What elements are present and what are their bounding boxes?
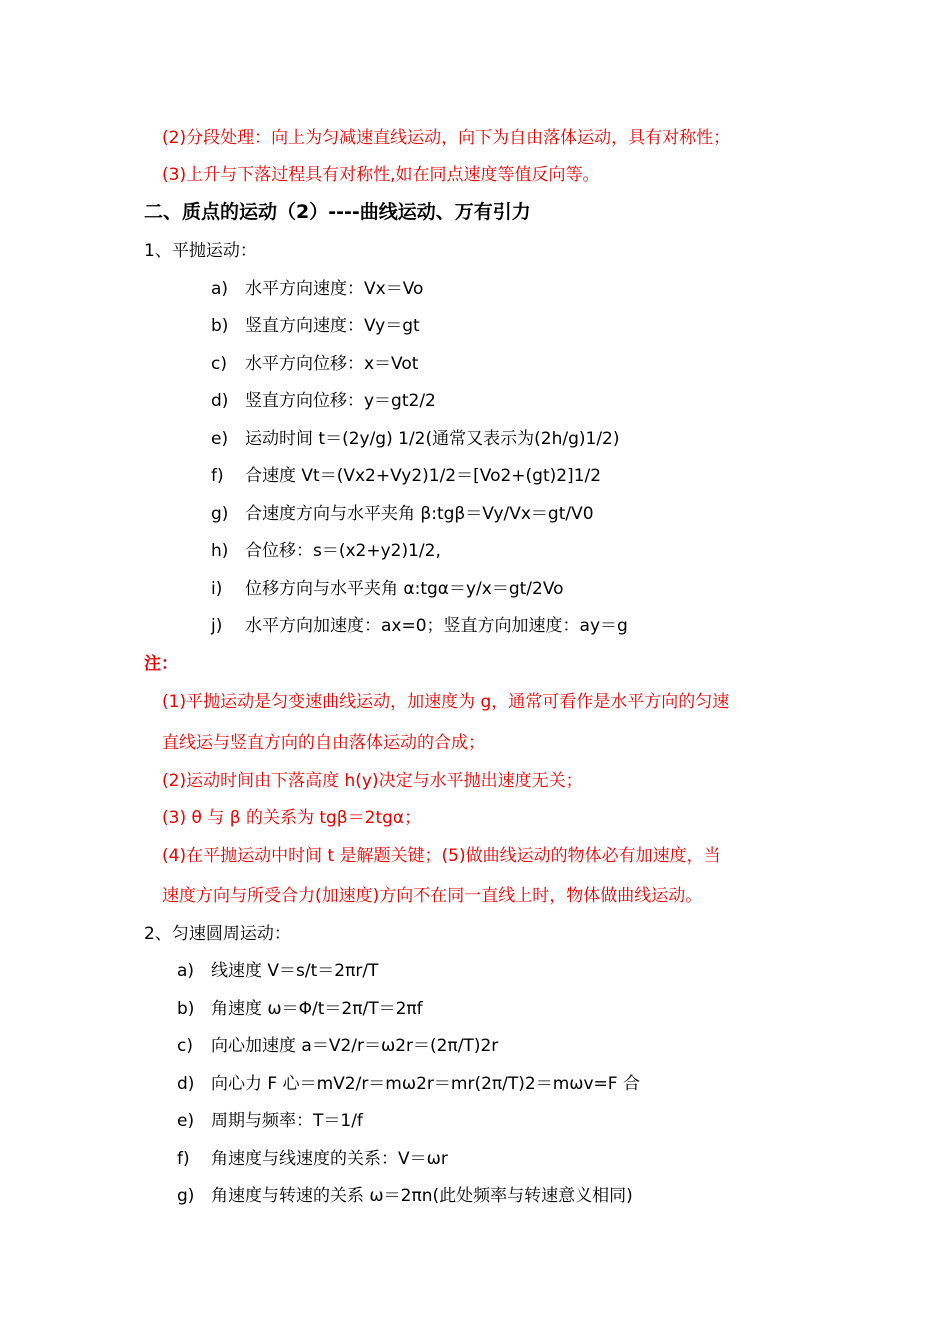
item-text: 位移方向与水平夹角 α:tgα＝y/x＝gt/2Vo	[245, 579, 564, 599]
list-item	[211, 465, 601, 487]
item-text: 角速度 ω＝Φ/t＝2π/T＝2πf	[211, 999, 423, 1019]
item-letter: g)	[211, 504, 229, 524]
item-letter: h)	[211, 541, 229, 561]
item-letter: g)	[177, 1186, 195, 1206]
item-text: 角速度与转速的关系 ω＝2πn(此处频率与转速意义相同)	[211, 1186, 633, 1206]
list-item	[177, 1185, 633, 1207]
list-item	[211, 578, 564, 600]
item-text: 运动时间 t＝(2y/g) 1/2(通常又表示为(2h/g)1/2)	[245, 429, 620, 449]
list-item	[211, 503, 594, 525]
item-letter: d)	[177, 1074, 195, 1094]
item-letter: j)	[211, 616, 223, 636]
part1-title: 1、平抛运动：	[144, 241, 257, 261]
note-line: (1)平抛运动是匀变速曲线运动，加速度为 g，通常可看作是水平方向的匀速	[162, 692, 730, 712]
item-letter: c)	[177, 1036, 193, 1056]
item-text: 周期与频率：T＝1/f	[211, 1111, 363, 1131]
item-letter: c)	[211, 354, 227, 374]
item-letter: b)	[211, 316, 229, 336]
list-item	[211, 428, 620, 450]
item-letter: f)	[177, 1149, 190, 1169]
list-item	[177, 1035, 498, 1057]
item-text: 竖直方向速度：Vy＝gt	[245, 316, 420, 336]
item-text: 合位移：s＝(x2+y2)1/2,	[245, 541, 441, 561]
item-text: 合速度 Vt＝(Vx2+Vy2)1/2＝[Vo2+(gt)2]1/2	[245, 466, 602, 486]
item-text: 竖直方向位移：y＝gt2/2	[245, 391, 436, 411]
item-letter: d)	[211, 391, 229, 411]
item-text: 线速度 V＝s/t＝2πr/T	[211, 961, 379, 981]
item-letter: a)	[211, 279, 229, 299]
item-letter: e)	[177, 1111, 195, 1131]
item-letter: i)	[211, 579, 223, 599]
item-letter: f)	[211, 466, 224, 486]
top-note-3: (3)上升与下落过程具有对称性,如在同点速度等值反向等。	[162, 165, 600, 185]
item-text: 合速度方向与水平夹角 β:tgβ＝Vy/Vx＝gt/V0	[245, 504, 594, 524]
list-item	[177, 960, 378, 982]
list-item	[177, 1073, 640, 1095]
item-text: 水平方向速度：Vx＝Vo	[245, 279, 424, 299]
item-text: 向心力 F 心＝mV2/r＝mω2r＝mr(2π/T)2＝mωv=F 合	[211, 1074, 640, 1094]
item-letter: b)	[177, 999, 195, 1019]
list-item	[211, 540, 441, 562]
list-item	[177, 998, 423, 1020]
notes-title: 注：	[144, 654, 178, 674]
list-item	[177, 1110, 363, 1132]
item-text: 向心加速度 a＝V2/r＝ω2r＝(2π/T)2r	[211, 1036, 499, 1056]
note-line: (4)在平抛运动中时间 t 是解题关键；(5)做曲线运动的物体必有加速度，当	[162, 846, 721, 866]
list-item	[211, 615, 628, 637]
list-item	[211, 353, 418, 375]
list-item	[177, 1148, 448, 1170]
section-heading: 二、质点的运动（2）----曲线运动、万有引力	[144, 201, 531, 223]
note-line: 速度方向与所受合力(加速度)方向不在同一直线上时，物体做曲线运动。	[162, 886, 703, 906]
item-letter: e)	[211, 429, 229, 449]
item-text: 角速度与线速度的关系：V＝ωr	[211, 1149, 448, 1169]
note-line: (3) θ 与 β 的关系为 tgβ＝2tgα；	[162, 808, 422, 828]
list-item	[211, 390, 436, 412]
note-line: 直线运与竖直方向的自由落体运动的合成；	[162, 733, 485, 753]
item-letter: a)	[177, 961, 195, 981]
part2-title: 2、匀速圆周运动：	[144, 924, 291, 944]
top-note-2: (2)分段处理：向上为匀减速直线运动，向下为自由落体运动，具有对称性；	[162, 128, 731, 148]
item-text: 水平方向加速度：ax=0；竖直方向加速度：ay＝g	[245, 616, 628, 636]
list-item	[211, 278, 423, 300]
list-item	[211, 315, 420, 337]
note-line: (2)运动时间由下落高度 h(y)决定与水平抛出速度无关；	[162, 771, 583, 791]
item-text: 水平方向位移：x＝Vot	[245, 354, 419, 374]
